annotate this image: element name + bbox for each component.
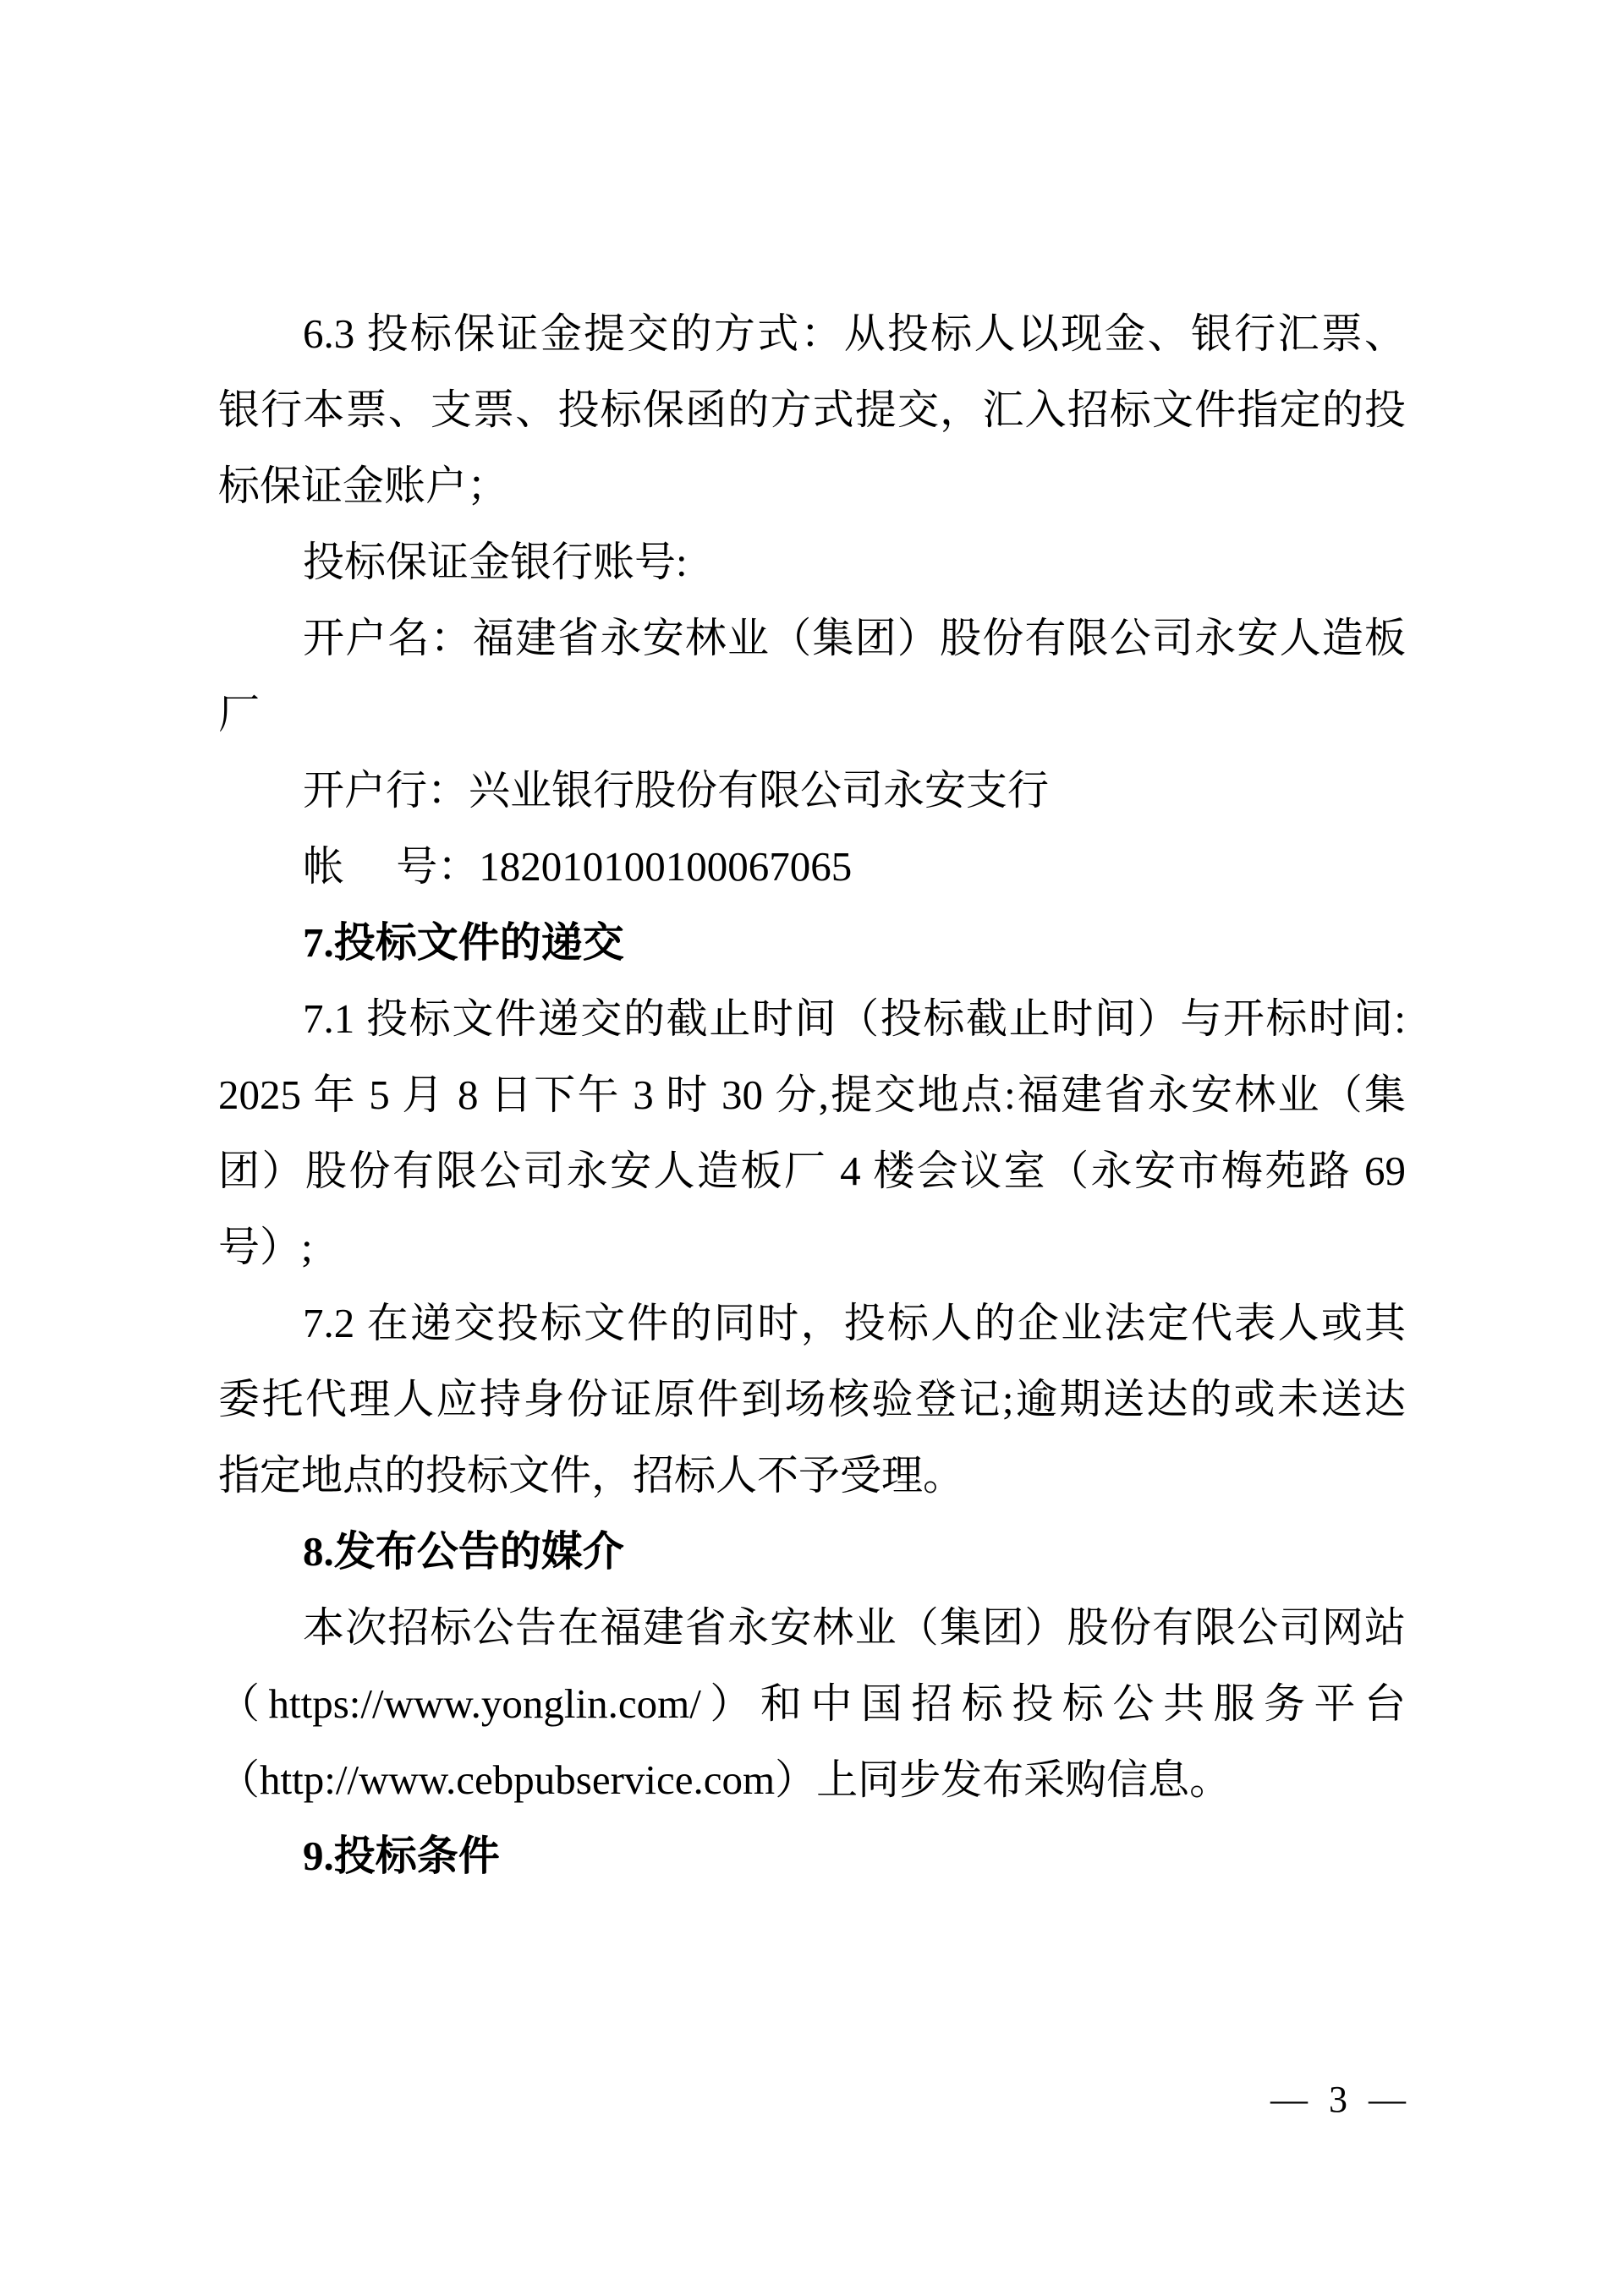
document-line: 8.发布公告的媒介 [303, 1528, 624, 1575]
document-line: 6.3 投标保证金提交的方式：从投标人以现金、银行汇票、 [303, 310, 1406, 357]
page-footer [218, 2070, 1406, 2129]
document-line: 开户名：福建省永安林业（集团）股份有限公司永安人造板 [303, 615, 1406, 661]
document-line: 帐 号：182010100100067065 [303, 843, 853, 890]
document-line: 本次招标公告在福建省永安林业（集团）股份有限公司网站 [303, 1604, 1406, 1651]
document-line: 委托代理人应持身份证原件到场核验登记;逾期送达的或未送达 [218, 1376, 1406, 1422]
document-line: 银行本票、支票、投标保函的方式提交，汇入招标文件指定的投 [218, 386, 1406, 433]
document-line: 团）股份有限公司永安人造板厂 4 楼会议室（永安市梅苑路 69 [218, 1148, 1406, 1194]
document-line: 7.投标文件的递交 [303, 919, 624, 966]
document-line: 9.投标条件 [303, 1833, 500, 1879]
document-line: 7.1 投标文件递交的截止时间（投标截止时间）与开标时间: [303, 995, 1406, 1042]
document-body [218, 296, 1406, 1894]
document-line: 厂 [218, 691, 261, 737]
document-line: 标保证金账户； [218, 463, 509, 509]
document-line: （http://www.cebpubservice.com）上同步发布采购信息。 [218, 1756, 1232, 1803]
document-line: 投标保证金银行账号: [303, 539, 688, 585]
document-line: （https://www.yonglin.com/）和中国招标投标公共服务平台 [218, 1680, 1406, 1727]
document-line: 7.2 在递交投标文件的同时，投标人的企业法定代表人或其 [303, 1300, 1406, 1346]
document-line: 指定地点的投标文件，招标人不予受理。 [218, 1452, 965, 1499]
document-line: 开户行：兴业银行股份有限公司永安支行 [303, 767, 1050, 814]
document-line: 2025 年 5 月 8 日下午 3 时 30 分,提交地点:福建省永安林业（集 [218, 1071, 1406, 1118]
document-line: 号）; [218, 1224, 313, 1270]
page-number: — 3 — [1270, 2079, 1406, 2120]
